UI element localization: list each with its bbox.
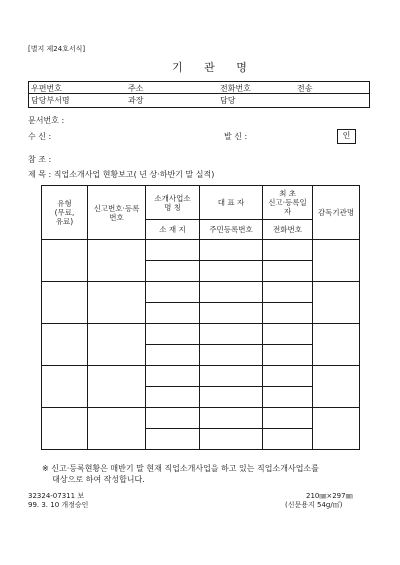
header-box	[28, 81, 370, 108]
col-address-header: 소 재 지	[146, 220, 200, 240]
table-row	[42, 240, 360, 261]
col-reg-no-header: 신고번호·등록 번호	[88, 186, 146, 240]
col-name-header: 소개사업소 명 칭	[146, 186, 200, 220]
recipient-label: 수 신 :	[28, 132, 52, 141]
phone-label: 전화번호	[220, 84, 251, 93]
section-chief-label: 과장	[128, 96, 144, 105]
doc-number-label: 문서번호 :	[28, 116, 65, 125]
table-row	[42, 366, 360, 387]
postal-code-label: 우편번호	[31, 84, 62, 93]
footer-code: 32324-07311 보	[28, 492, 85, 500]
subject-label: 제 목 : 직업소개사업 현황보고( 년 상·하반기 말 실적)	[28, 170, 215, 179]
seal-box	[337, 129, 356, 144]
table-row	[42, 408, 360, 429]
col-first-header: 최 초 신고·등록일 자	[263, 186, 313, 220]
sender-label: 발 신 :	[224, 132, 248, 141]
col-rep-header: 대 표 자	[200, 186, 263, 220]
footer-size: 210㎜×297㎜	[306, 492, 353, 500]
person-in-charge-label: 담당	[220, 96, 236, 105]
status-table	[41, 185, 360, 450]
form-label: [별지 제24호서식]	[28, 45, 86, 53]
address-label: 주소	[128, 84, 144, 93]
org-title: 기 관 명	[172, 61, 256, 74]
department-label: 담당부서명	[31, 96, 70, 105]
note-text: ※ 신고·등록현황은 매반기 말 현재 직업소개사업을 하고 있는 직업소개사업소를 대상으로 하여 작성합니다.	[42, 464, 319, 484]
table-row	[42, 324, 360, 345]
fax-label: 전송	[297, 84, 313, 93]
footer-paper: (신문용지 54g/㎡)	[285, 501, 343, 509]
col-phone-header: 전화번호	[263, 220, 313, 240]
col-rep-id-header: 주민등록번호	[200, 220, 263, 240]
col-type-header: 유형 (무료, 유료)	[42, 186, 88, 240]
reference-label: 참 조 :	[28, 155, 52, 164]
seal-label: 인	[342, 131, 351, 140]
footer-approval: 99. 3. 10 개정승인	[28, 501, 89, 509]
col-agency-header: 감독기관명	[313, 186, 360, 240]
table-row	[42, 282, 360, 303]
